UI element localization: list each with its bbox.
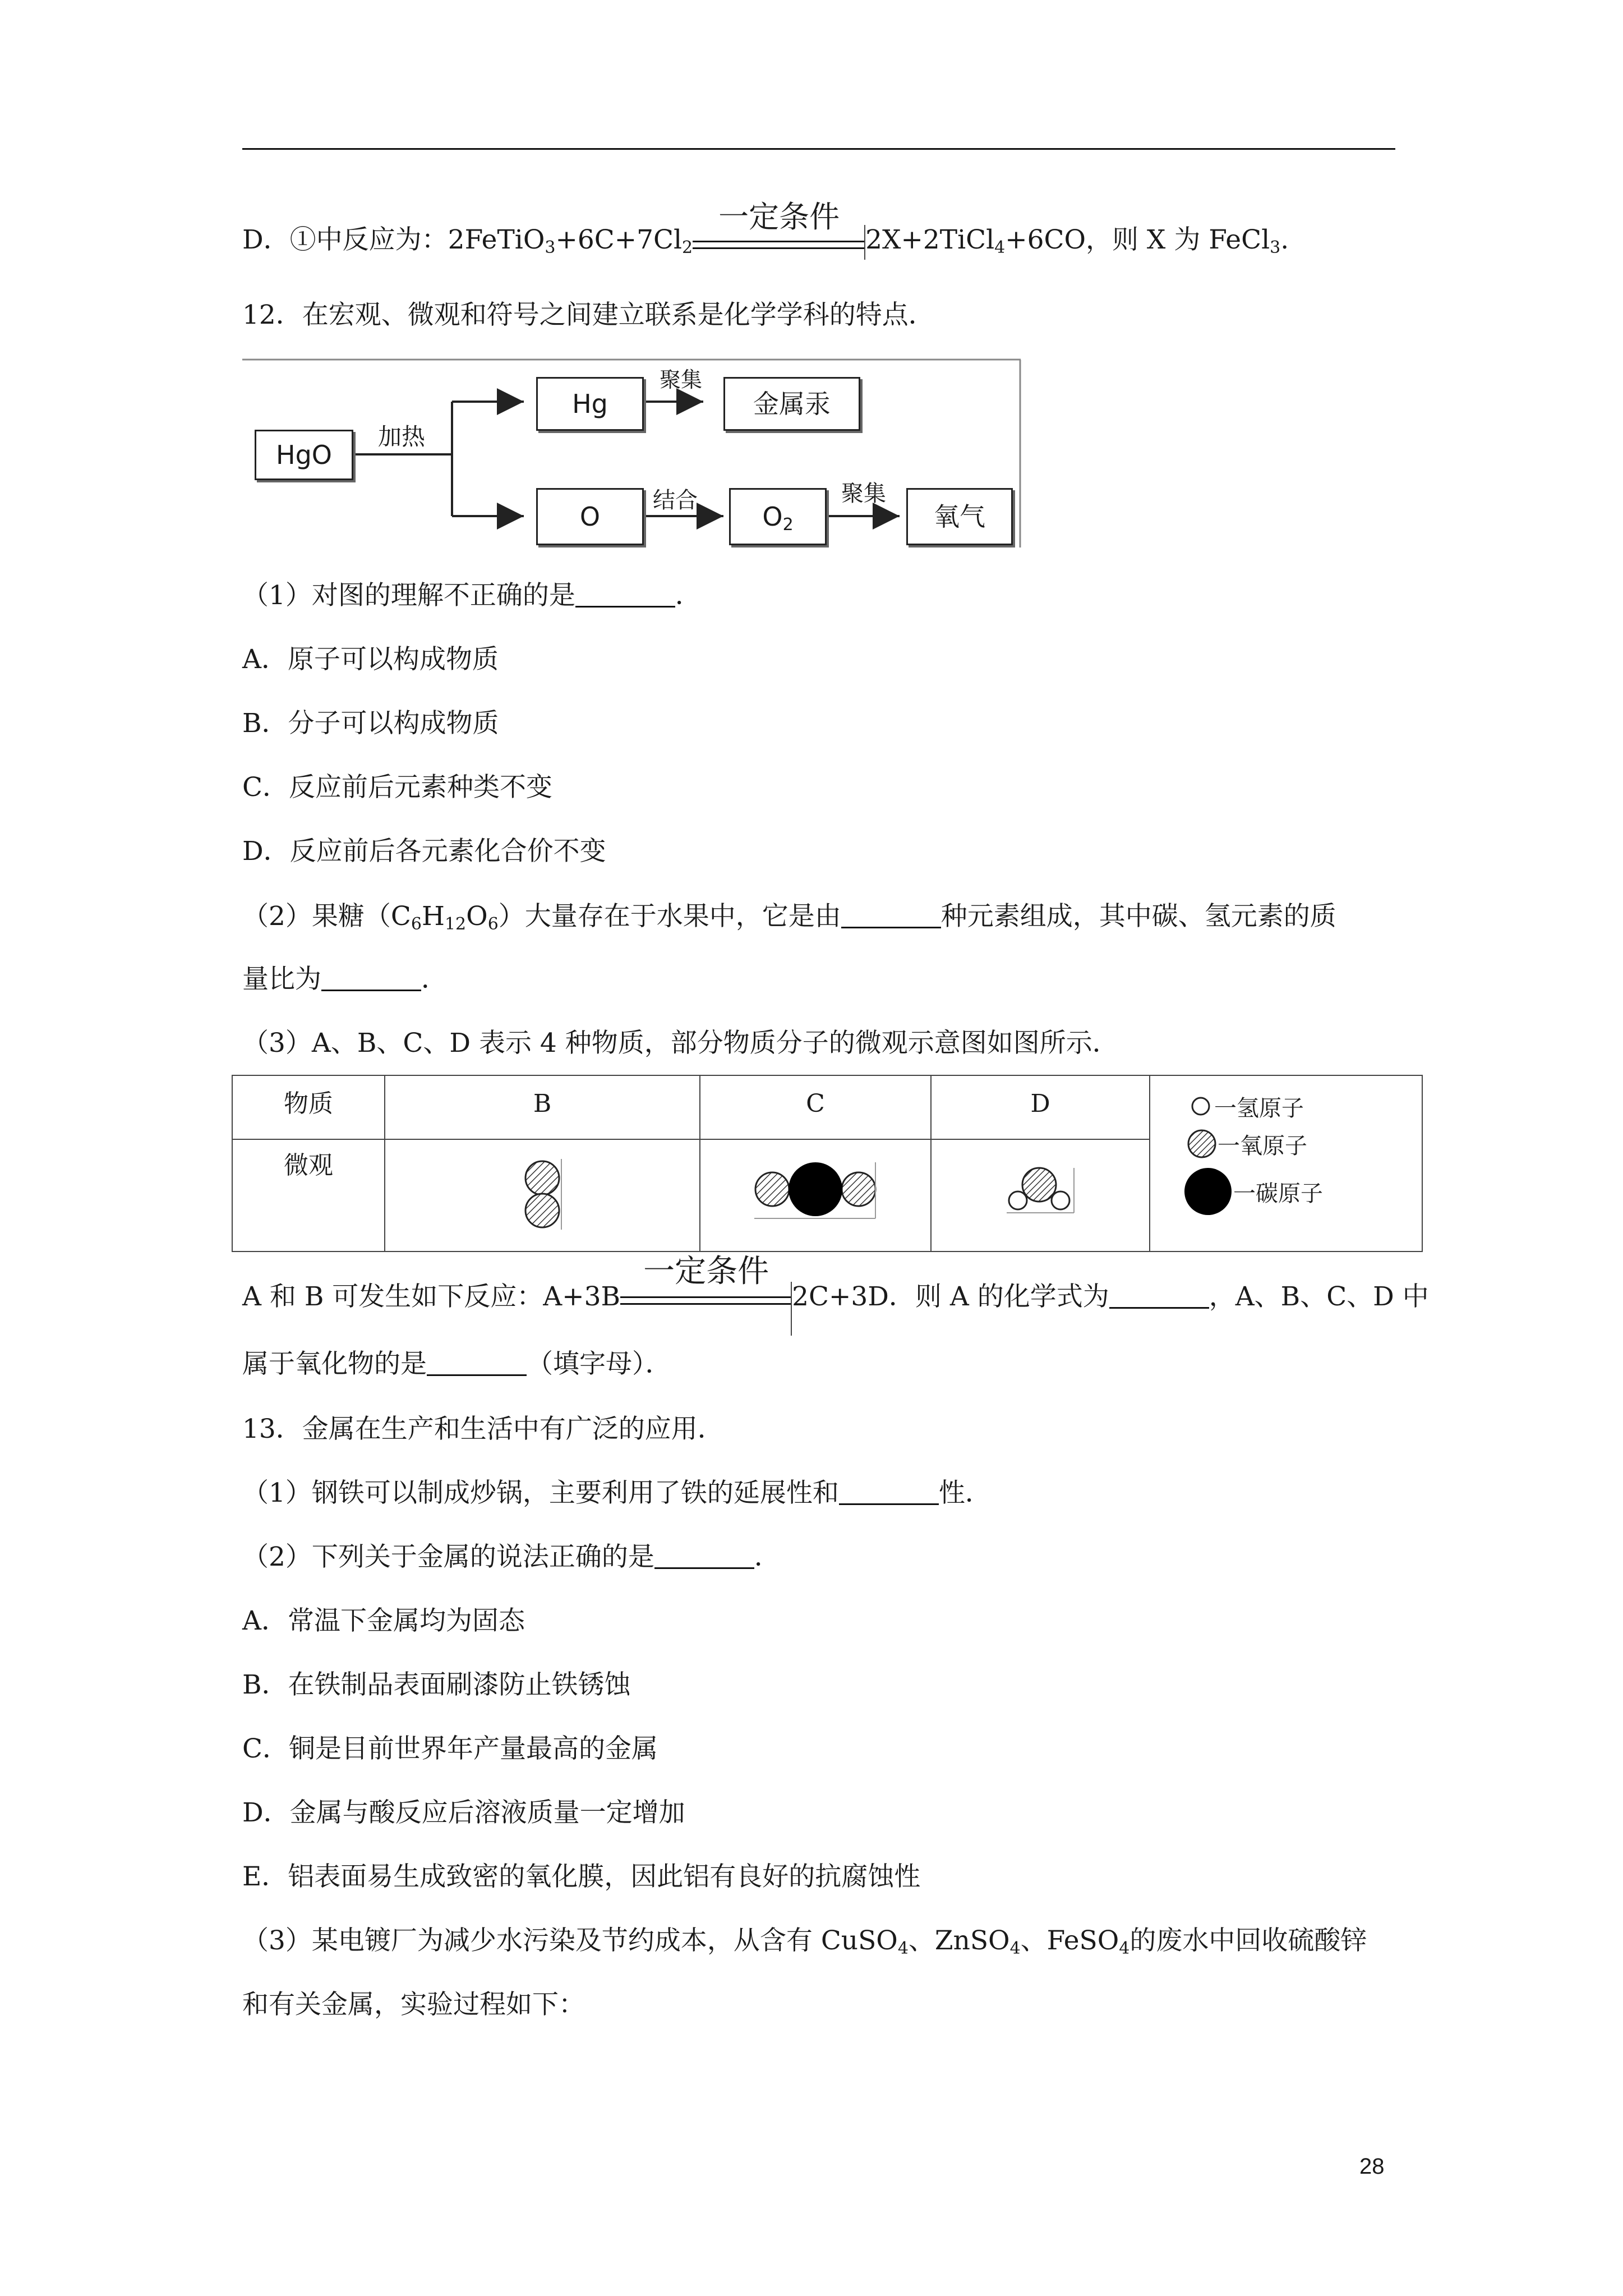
page-number: 28 (1359, 2154, 1385, 2179)
q13-option-b: B．在铁制品表面刷漆防止铁锈蚀 (242, 1669, 631, 1700)
q12-option-c: C．反应前后元素种类不变 (242, 772, 552, 803)
molecule-b (385, 1139, 700, 1251)
q12-part2-line2: 量比为 ． (242, 964, 448, 995)
answer-blank (839, 1478, 939, 1505)
q13-option-e: E．铝表面易生成致密的氧化膜，因此铝有良好的抗腐蚀性 (242, 1861, 921, 1892)
label-gather-1: 聚集 (660, 367, 703, 392)
q13-option-c: C．铜是目前世界年产量最高的金属 (242, 1733, 658, 1764)
q11-option-d: D．①中反应为：$2FeTiO_3+6C+7Cl_2$ 一定条件 2X+2TiCl$_4$+6CO，则 X 为 FeCl$_3$. (242, 223, 1289, 259)
table-col-c: C (700, 1075, 931, 1139)
box-o2: $O_2$ (729, 488, 827, 545)
carbon-atom-icon (1183, 1166, 1233, 1217)
reaction-condition-arrow: 一定条件 (693, 203, 865, 259)
table-col-b: B (385, 1075, 700, 1139)
q13-part1: （1）钢铁可以制成炒锅，主要利用了铁的延展性和 性． (242, 1478, 992, 1508)
molecule-table (232, 1075, 1423, 1252)
answer-blank (575, 580, 675, 608)
co2-molecule-icon (751, 1157, 880, 1230)
q13-stem: 13．金属在生产和生活中有广泛的应用． (242, 1414, 724, 1444)
box-mercury: 金属汞 (723, 377, 860, 431)
hgo-decomposition-diagram (242, 358, 1022, 549)
q13-part3-line2: 和有关金属，实验过程如下： (242, 1989, 585, 2020)
o2-molecule-icon (514, 1156, 570, 1234)
oxygen-atom-icon (1186, 1128, 1218, 1159)
q12-option-b: B．分子可以构成物质 (242, 708, 499, 739)
header-rule (242, 148, 1395, 150)
answer-blank (654, 1542, 754, 1569)
box-hgo: HgO (255, 430, 353, 480)
q12-part3: （3）A、B、C、D 表示 4 种物质，部分物质分子的微观示意图如图所示． (242, 1028, 1119, 1059)
answer-blank (427, 1349, 527, 1376)
answer-blank (321, 964, 421, 991)
molecule-d (931, 1139, 1150, 1251)
answer-blank (841, 901, 941, 928)
box-hg: Hg (536, 377, 644, 431)
q13-option-d: D．金属与酸反应后溶液质量一定增加 (242, 1797, 685, 1828)
legend-carbon: 一碳原子 (1183, 1163, 1422, 1220)
box-o: O (536, 488, 644, 545)
table-header-micro: 微观 (232, 1139, 385, 1251)
q13-part2: （2）下列关于金属的说法正确的是 ． (242, 1542, 781, 1572)
q12-option-a: A．原子可以构成物质 (242, 644, 499, 675)
q12-reaction-line2: 属于氧化物的是 （填字母）． (242, 1349, 672, 1379)
table-header-substance: 物质 (232, 1075, 385, 1139)
table-col-d: D (931, 1075, 1150, 1139)
q13-option-a: A．常温下金属均为固态 (242, 1605, 525, 1636)
q12-stem: 12．在宏观、微观和符号之间建立联系是化学学科的特点． (242, 300, 935, 330)
label-heat: 加热 (378, 423, 426, 450)
atom-legend (1150, 1075, 1422, 1251)
answer-blank (1109, 1281, 1209, 1309)
q12-part2: （2）果糖$(C_6H_{12}O_6)$大量存在于水果中，它是由 种元素组成，其中碳、氢元素的质 (242, 901, 1336, 934)
label-gather-2: 聚集 (841, 481, 886, 507)
reaction-condition-arrow: 一定条件 (620, 1259, 792, 1315)
q13-part3: （3）某电镀厂为减少水污染及节约成本，从含有 CuSO$_4$、ZnSO$_4$、FeSO$_4$的废水中回收硫酸锌 (242, 1925, 1367, 1958)
label-combine: 结合 (653, 487, 698, 513)
hydrogen-atom-icon (1189, 1095, 1212, 1117)
legend-hydrogen: 一氢原子 (1189, 1088, 1422, 1124)
h2o-molecule-icon (1001, 1162, 1080, 1224)
legend-oxygen: 一氧原子 (1186, 1124, 1422, 1163)
q12-part1: （1）对图的理解不正确的是 ． (242, 580, 702, 611)
molecule-c (700, 1139, 931, 1251)
box-oxygen: 氧气 (906, 488, 1013, 545)
q12-option-d: D．反应前后各元素化合价不变 (242, 836, 606, 867)
q12-reaction: A 和 B 可发生如下反应：A+3B 一定条件 2C+3D．则 A 的化学式为 ，A、B、C、D 中 (242, 1280, 1429, 1315)
